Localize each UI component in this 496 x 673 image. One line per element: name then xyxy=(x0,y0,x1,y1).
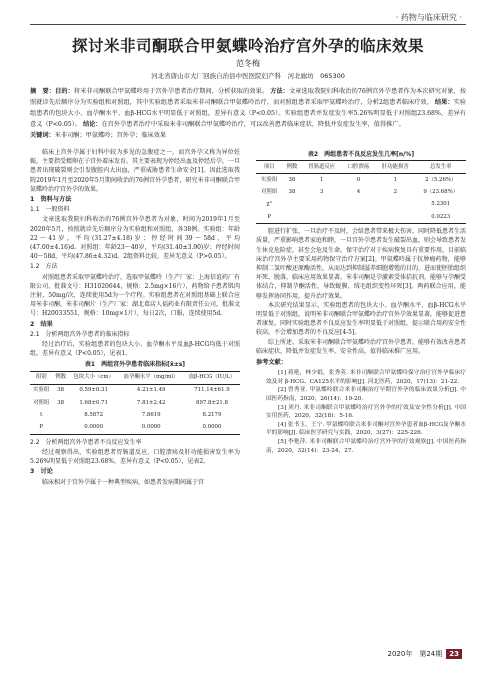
right-column xyxy=(256,148,466,455)
page-header xyxy=(0,12,496,22)
page-footer xyxy=(388,649,462,659)
table-cell: 9（23.68%） xyxy=(423,189,459,196)
table-header: 例数 xyxy=(52,371,68,384)
table-header: 肝功能损害 xyxy=(375,161,415,174)
table2 xyxy=(256,160,466,224)
paragraph: 经过治疗后，实验组患者的包块大小、血孕酮水平及血β-HCG均低于对照组，差异有意义（P<0.05），见表1。 xyxy=(30,341,240,358)
table-header: 总发生率 xyxy=(415,161,466,174)
subsection-heading: 2.2 分析两组宫外孕患者不良反应发生率 xyxy=(30,438,142,446)
table-cell: 对照组 xyxy=(33,399,50,406)
reference-item: [3] 刘丹. 米非司酮联合甲氨蝶呤治疗宫外孕的疗效及安全性分析[J]. 中国实用医药，2020，32(18)：5-16. xyxy=(266,404,466,420)
paragraph: 经过观察得出，实验组患者胃肠道反应、口腔溃疡及肝功能损害发生率为5.26%明显低于对照组23.68%，差异有意义（P<0.05），见表2。 xyxy=(30,448,240,466)
section-heading: 1 资料与方法 xyxy=(30,196,72,204)
table-row xyxy=(30,397,240,409)
table-cell xyxy=(302,199,342,211)
keywords-label: 关键词： xyxy=(30,132,55,139)
table-cell xyxy=(342,199,375,211)
table-cell: 实验组 xyxy=(33,387,50,394)
table-cell: t xyxy=(40,411,43,418)
purpose-text: 将米非司酮联合甲氨蝶呤用于宫外孕患者治疗期间，分析获取的效果。 xyxy=(73,88,269,95)
table-header: 血β-HCG（IU/L） xyxy=(184,371,240,384)
article-title: 探讨米非司酮联合甲氨蝶呤治疗宫外孕的临床效果 xyxy=(71,37,424,55)
table-cell xyxy=(282,211,301,224)
table-row xyxy=(30,409,240,421)
method-label: 方法： xyxy=(270,88,289,95)
table-row xyxy=(256,199,466,211)
abstract xyxy=(30,86,466,141)
table-cell: 对照组 xyxy=(261,189,278,196)
table-cell: 38 xyxy=(57,399,65,406)
paragraph: 临床相对于宫外孕属于一种典型疾病，如患者发病期间属于宫 xyxy=(42,478,205,486)
paragraph: 对照组患者采取甲氨蝶呤治疗，选取甲氨蝶呤（生产厂家：上海信谊药厂有限公司，批准文号：H31020644，规格：2.5mg×16片），药物给予患者肌肉注射，50mg/次，连续使用5d为一个疗程。实验组患者在对照组基础上联合应用米非司酮，米非司酮片（生产厂家：湖北葛店人福药业有限责任公司，批准文号：H20033551，规格：10mg×1片），每日2次，口服，连续使用5d。 xyxy=(30,273,241,318)
table1 xyxy=(30,371,240,435)
table-cell: 2（5.26%） xyxy=(425,176,457,183)
method-text: 文章选取我院妇科收治的76例宫外孕患者作为本次研究对象，按照就诊先后顺序分为实验组和对照组，其中实验组患者采取米非司酮联合甲氨蝶呤治疗，而对照组患者采取甲氨蝶呤治疗，分析2组患者临床疗效。 xyxy=(30,88,467,106)
table-cell: 38 xyxy=(288,189,296,196)
table-cell: 38 xyxy=(288,176,296,183)
table-cell: 8.2179 xyxy=(202,411,222,418)
table-cell xyxy=(282,199,301,211)
abstract-label: 摘 要： xyxy=(30,88,56,95)
table-cell: P xyxy=(256,211,282,224)
table-cell: 1 xyxy=(319,176,324,183)
table-cell: 711.14±61.9 xyxy=(194,387,230,394)
table-row xyxy=(256,187,466,199)
table-cell: 7.8619 xyxy=(141,411,161,418)
table-header: 项目 xyxy=(256,161,282,174)
paragraph: 文章选取我院妇科收治的76例宫外孕患者为对象，时间为2019年1月至2020年5月，按照就诊先后顺序分为实验组和对照组，各38例。实验组：年龄22～41岁，平均(31.27±4.18)岁；停经时间39～58d，平均(47.00±4.16)d。对照组：年龄23～40岁，平均(31.40±3.90)岁；停经时间40～58d，平均(47.86±4.32)d。2组资料比较，差异无意义（P>0.05）。 xyxy=(30,216,240,261)
table-cell: 3 xyxy=(319,189,324,196)
references-heading: 参考文献： xyxy=(256,359,287,367)
table-cell: 1 xyxy=(393,176,398,183)
table-header: 包块大小（cm） xyxy=(69,371,118,384)
table-header: 口腔溃疡 xyxy=(342,161,375,174)
result-text: 实验组患者的包块大小、血孕酮水平、血β-HCG水平明显低于对照组，差异有意义（P<0.05）。实验组患者并发症发生率5.26%明显低于对照组23.68%，差异有意义（P<0.05）。 xyxy=(30,99,467,128)
table-header: 组别 xyxy=(30,371,52,384)
table-header: 胃肠道反应 xyxy=(302,161,342,174)
paragraph: 本次研究结果显示，实验组患者的包块大小、血孕酮水平、血β-HCG水平明显低于对照组，说明米非司酮联合甲氨蝶呤治疗宫外孕效果显著，能够促进患者康复。同时实验组患者不良反应发生率明显低于对照组，提示联合用药安全性较高，不会增加患者的不良反应[4-5]。 xyxy=(256,301,467,337)
table-cell: 0.59±0.31 xyxy=(79,387,108,394)
table-cell: 38 xyxy=(57,387,65,394)
table-cell: 0 xyxy=(356,176,361,183)
table-cell: χ² xyxy=(266,201,272,208)
keywords-text: 米非司酮；甲氨蝶呤；宫外孕；临床效果 xyxy=(54,132,167,139)
page-number: 23 xyxy=(446,649,462,659)
intro-paragraph: 临床上宫外孕属于妇科中较为多见的急腹症之一，而宫外孕又称为异位妊娠，主要指受精卵在子宫外着床发育。其主要表现为停经出血及停经后孕，一旦患者出现破裂则会引发腹腔内大出血，严重威胁患者生命安全[1]。因此选取我院2019年1月至2020年5月期间收治的76例宫外孕患者，研究米非司酮联合甲氨蝶呤治疗宫外孕的效果。 xyxy=(30,149,241,193)
table-cell xyxy=(342,211,375,224)
table-cell: 0.0000 xyxy=(118,421,184,434)
section-heading: 3 讨论 xyxy=(30,468,53,476)
table-cell xyxy=(375,211,415,224)
conclusion-label: 结论： xyxy=(82,121,102,128)
table-row xyxy=(256,174,466,187)
table-cell: 0.0223 xyxy=(415,211,466,224)
reference-item: [2] 曾秀亚. 甲氨蝶呤联合米非司酮治疗早期宫外孕的临床效果分析[J]. 中国医药指南，2020，26(14)：19-20. xyxy=(266,387,466,403)
paragraph: 综上所述，采取米非司酮联合甲氨蝶呤治疗宫外孕患者，能够有效改善患者临床症状，降低并发症发生率，安全性高，值得临床推广应用。 xyxy=(256,338,467,355)
result-label: 结果： xyxy=(434,99,454,106)
reference-item: [1] 蒋艳，林少娟，张秀英. 米非司酮联合甲氨蝶呤保守治疗宫外孕临床疗效及对 β-HCG、CA125水平的影响[J]. 河北医药，2020，17(13)：21-22. xyxy=(266,370,466,385)
header-rule xyxy=(30,24,466,25)
table-cell xyxy=(375,199,415,211)
table-row xyxy=(256,211,466,224)
section-heading: 2 结果 xyxy=(30,320,53,328)
table-row xyxy=(30,384,240,397)
section-label: · 药物与临床研究 · xyxy=(395,13,462,22)
purpose-label: 目的： xyxy=(55,88,74,95)
table-cell: 0.0000 xyxy=(184,421,240,434)
table-cell: 0.0000 xyxy=(69,421,118,434)
subsection-heading: 2.1 分析两组宫外孕患者的临床指标 xyxy=(30,330,130,338)
table-cell: 8.5872 xyxy=(84,411,104,418)
table1-caption: 表1 两组宫外孕患者临床指标[x̄±s] xyxy=(84,361,186,369)
table-cell xyxy=(52,409,68,421)
table-cell: 实验组 xyxy=(261,176,278,183)
conclusion-text: 在宫外孕患者治疗中采取米非司酮联合甲氨蝶呤治疗，可以改善患者临床症状，降低并发症发生率，值得推广。 xyxy=(101,121,405,128)
table2-caption: 表2 两组患者不良反应发生几率[n/%] xyxy=(307,151,415,158)
table-cell: 897.8±21.8 xyxy=(196,399,228,406)
author: 范冬梅 xyxy=(236,59,260,68)
paragraph: 腔进行扩张，一旦治疗不及时，会给患者带来极大伤害，同时降低患者生活质量，严重影响患者家庭和睦，一旦宫外孕患者发生破裂出血，则会导致患者发生休克危险症，甚至会危及生命。保守治疗对于疾病恢复具有重要作用，目前临床治疗宫外孕主要采用药物保守治疗方案[2]。甲氨蝶呤属于抗肿瘤药物，能够抑制二氢叶酸还原酶活性，从而达到抑制滋养细胞增殖的目的，进而使胚胎组织坏死、脱落，临床应用效果显著。米非司酮是孕激素受体拮抗剂，能够与孕酮受体结合，抑制孕酮活性，导致蜕膜、绒毛组织变性坏死[3]。两药联合应用，能够发挥协同作用，提升治疗效果。 xyxy=(256,228,467,300)
issue-label: 2020年 第24期 xyxy=(387,650,443,658)
table-cell: P xyxy=(30,421,52,434)
subsection-heading: 1.2 方法 xyxy=(30,263,58,271)
table-cell: 2 xyxy=(393,189,398,196)
table-cell: 5.2301 xyxy=(431,201,451,208)
table-cell: 1.68±0.71 xyxy=(79,399,108,406)
reference-item: [4] 张书玉，王宁. 甲氨蝶呤联合米非司酮对宫外孕患者血β-HCG及孕酮水平的影响[J]. 临床医学研究与实践，2020，3(27)：225-226. xyxy=(266,421,466,437)
table-cell: 4 xyxy=(356,189,361,196)
table-cell: 7.81±2.42 xyxy=(136,399,166,406)
subsection-heading: 1.1 一般资料 xyxy=(30,206,70,214)
table-cell xyxy=(52,421,68,434)
affiliation: 河北省唐山市大厂回族自治县中医医院妇产科 河北廊坊 065300 xyxy=(151,72,345,80)
table-header: 例数 xyxy=(282,161,301,174)
table-cell xyxy=(302,211,342,224)
table-header: 血孕酮水平（mg/ml） xyxy=(118,371,184,384)
reference-item: [5] 李艳萍. 米非司酮联合甲氨蝶呤治疗宫外孕的疗效观察[J]. 中国医药指南，2020，32(14)：23-24，27. xyxy=(266,439,466,454)
table-row xyxy=(30,421,240,434)
table-cell: 4.21±1.49 xyxy=(136,387,166,394)
left-column xyxy=(30,148,240,487)
